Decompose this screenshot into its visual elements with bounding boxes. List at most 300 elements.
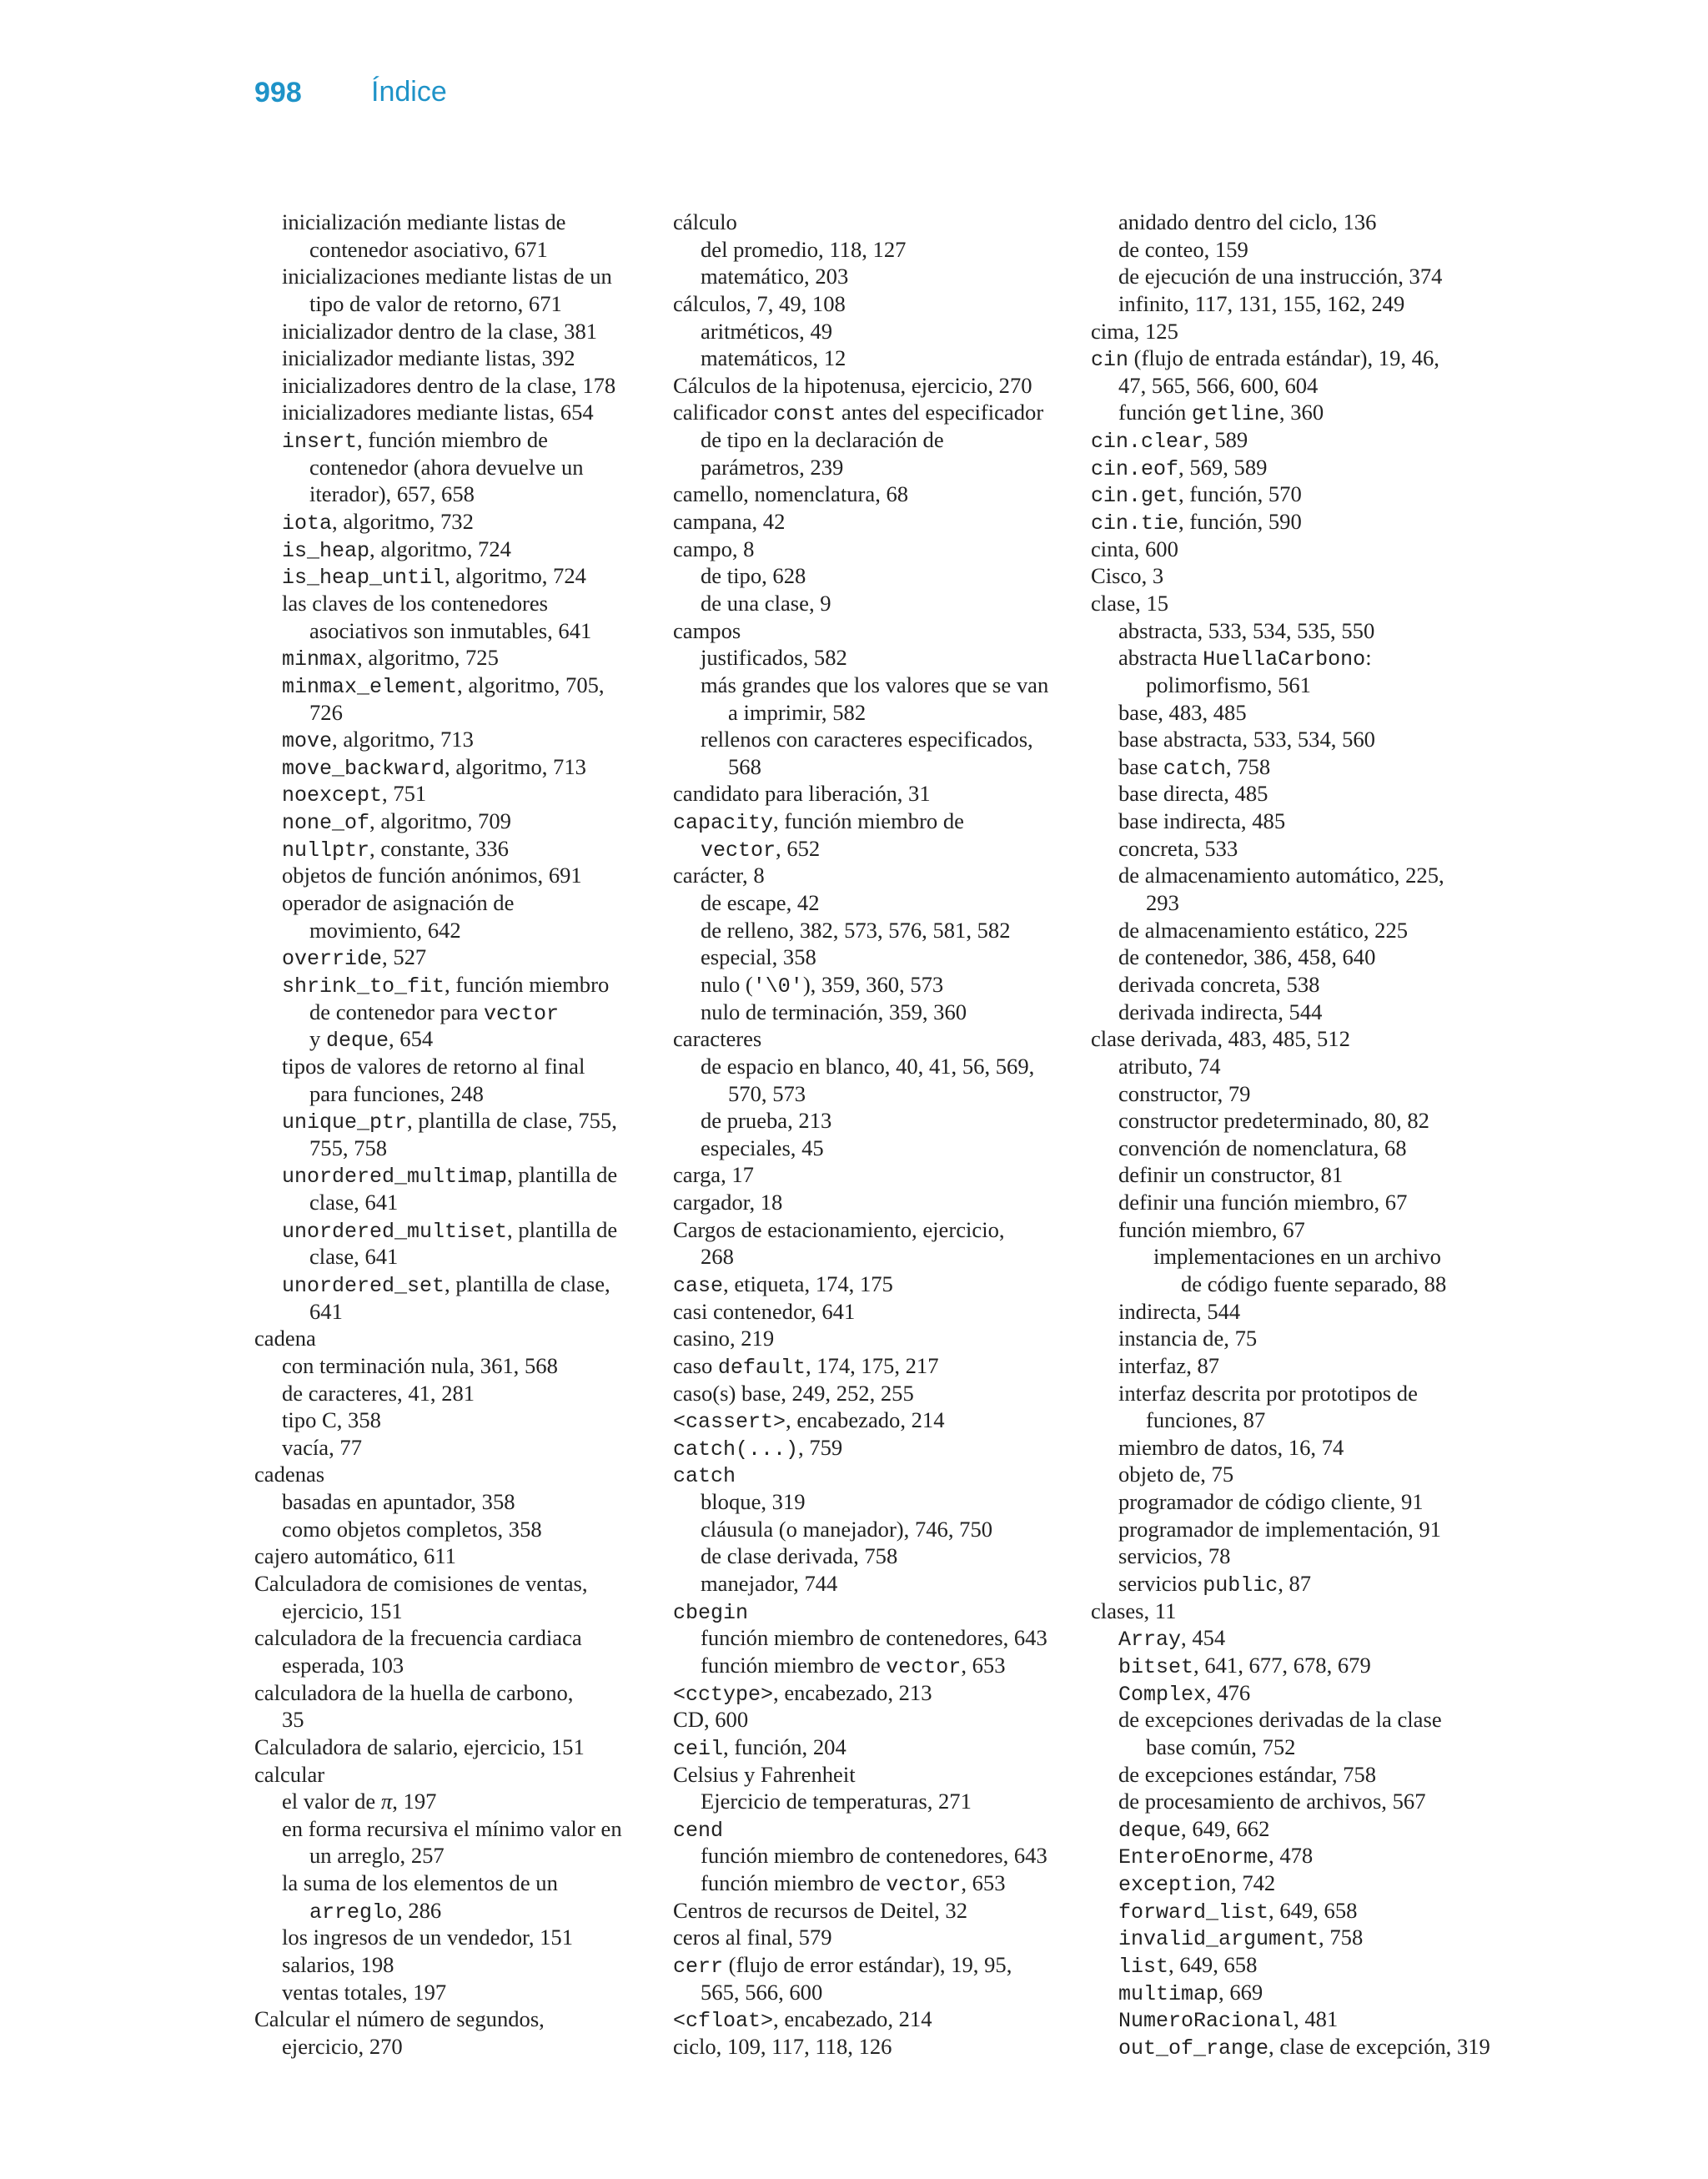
index-main-entry [1091,562,1491,590]
index-sub-entry [254,263,646,290]
entry-text: con terminación nula, 361, 568 [282,1352,558,1378]
entry-text: de tipo en la declaración de [701,427,944,453]
index-sub-entry [254,536,646,563]
index-sub-entry [254,1080,646,1108]
entry-text: , 454 [1181,1625,1226,1651]
entry-text: función miembro de contenedores, 643 [701,1625,1047,1651]
code-term: cin.get [1091,484,1179,509]
index-sub-entry [673,454,1065,481]
index-sub-entry [1091,1161,1491,1189]
entry-text: funciones, 87 [1146,1407,1266,1433]
entry-text: infinito, 117, 131, 155, 162, 249 [1118,290,1405,316]
index-sub-entry [254,1025,646,1053]
entry-text: Cálculos de la hipotenusa, ejercicio, 270 [673,372,1032,398]
entry-text: casi contenedor, 641 [673,1298,856,1324]
index-sub-entry [254,1434,646,1462]
entry-text: base, 483, 485 [1118,699,1247,725]
entry-text: , 197 [392,1789,437,1814]
index-main-entry [1091,1025,1491,1053]
index-main-entry [1091,426,1491,454]
entry-text: carácter, 8 [673,863,765,888]
index-sub-entry [673,1624,1065,1652]
entry-text: , 742 [1231,1870,1276,1896]
index-sub-entry [1091,1488,1491,1516]
code-term: const [773,402,836,427]
entry-text: base abstracta, 533, 534, 560 [1118,727,1375,752]
index-sub-entry [1091,1951,1491,1979]
entry-text: 47, 565, 566, 600, 604 [1118,372,1319,398]
entry-text: caracteres [673,1026,762,1052]
entry-text: de relleno, 382, 573, 576, 581, 582 [701,917,1011,943]
index-sub-entry [254,944,646,971]
entry-text: , 641, 677, 678, 679 [1193,1652,1371,1678]
code-term: <cctype> [673,1682,774,1707]
entry-text: , 652 [776,835,821,861]
index-sub-entry [254,1135,646,1162]
entry-text: cajero automático, 611 [254,1543,456,1569]
entry-text: abstracta [1118,645,1203,671]
entry-text: , plantilla de [507,1216,618,1242]
entry-text: miembro de datos, 16, 74 [1118,1434,1344,1460]
index-sub-entry [254,318,646,345]
index-sub-entry [254,2033,646,2061]
entry-text: , encabezado, 214 [786,1407,945,1433]
entry-text: Calculadora de comisiones de ventas, [254,1571,588,1597]
code-term: <cassert> [673,1410,786,1435]
index-sub-entry [673,835,1065,863]
code-term: list [1118,1955,1169,1979]
entry-text: , 649, 662 [1181,1815,1270,1841]
entry-text: el valor de [282,1789,381,1814]
entry-text: antes del especificador [836,400,1044,425]
entry-text: de ejecución de una instrucción, 374 [1118,264,1443,289]
index-sub-entry [1091,862,1491,889]
index-sub-entry [1091,372,1491,400]
entry-text: de espacio en blanco, 40, 41, 56, 569, [701,1053,1035,1079]
index-main-entry [673,1025,1065,1053]
index-column-1 [254,209,646,2061]
entry-text: justificados, 582 [701,645,847,671]
entry-text: salarios, 198 [282,1952,394,1977]
entry-text: instancia de, 75 [1118,1326,1258,1351]
entry-text: cláusula (o manejador), 746, 750 [701,1516,993,1542]
index-sub-entry [254,1706,646,1734]
index-main-entry [673,1298,1065,1326]
entry-text: de almacenamiento estático, 225 [1118,917,1409,943]
code-term: noexcept [282,783,383,808]
entry-text: 570, 573 [728,1080,806,1106]
entry-text: , plantilla de clase, 755, [407,1108,617,1134]
entry-text: , encabezado, 213 [773,1679,932,1705]
index-sub-entry [673,590,1065,617]
code-term: '\0' [752,974,803,999]
entry-text: inicializadores mediante listas, 654 [282,400,594,425]
entry-text: clase derivada, 483, 485, 512 [1091,1026,1350,1052]
entry-text: de excepciones estándar, 758 [1118,1761,1377,1787]
index-main-entry [673,1271,1065,1298]
index-sub-entry [673,1488,1065,1516]
index-sub-entry [673,753,1065,781]
entry-text: , plantilla de clase, [445,1271,610,1296]
code-term: unordered_multimap [282,1165,508,1190]
entry-text: cálculo [673,209,737,234]
index-sub-entry [673,426,1065,454]
entry-text: Cisco, 3 [1091,563,1164,589]
entry-text: nulo ( [701,971,753,997]
entry-text: , 589 [1203,427,1248,453]
entry-text: implementaciones en un archivo [1153,1244,1441,1270]
index-sub-entry [673,644,1065,672]
entry-text: atributo, 74 [1118,1053,1221,1079]
entry-text: 755, 758 [309,1135,388,1160]
index-sub-entry [1091,236,1491,264]
index-sub-entry [673,1652,1065,1679]
entry-text: de caracteres, 41, 281 [282,1380,475,1406]
entry-text: , función miembro [445,971,610,997]
entry-text: 726 [309,699,343,725]
index-sub-entry [254,590,646,617]
entry-text: Centros de recursos de Deitel, 32 [673,1897,968,1923]
index-main-entry [673,1461,1065,1488]
entry-text: , algoritmo, 713 [332,727,474,752]
index-sub-entry [1091,971,1491,999]
index-main-entry [254,1734,646,1761]
entry-text: , algoritmo, 709 [369,808,511,834]
index-main-entry [1091,318,1491,345]
index-main-entry [673,2033,1065,2061]
entry-text: la suma de los elementos de un [282,1870,558,1896]
index-sub-entry [1091,1107,1491,1135]
entry-text: constructor, 79 [1118,1080,1251,1106]
entry-text: ceros al final, 579 [673,1925,832,1950]
index-sub-entry [254,672,646,699]
entry-text: , 569, 589 [1178,454,1268,480]
entry-text: inicialización mediante listas de [282,209,566,234]
entry-text: ejercicio, 270 [282,2033,403,2059]
code-term: Complex [1118,1682,1207,1707]
code-term: HuellaCarbono [1203,647,1366,672]
index-sub-entry [1091,2033,1491,2061]
code-term: capacity [673,811,774,836]
index-main-entry [673,1951,1065,1979]
entry-text: del promedio, 118, 127 [701,236,907,262]
entry-text: , constante, 336 [369,835,509,861]
code-term: NumeroRacional [1118,2009,1294,2034]
entry-text: : [1365,645,1372,671]
entry-text: y [309,1026,326,1052]
index-sub-entry [1091,1434,1491,1462]
entry-text: definir una función miembro, 67 [1118,1190,1408,1215]
entry-text: abstracta, 533, 534, 535, 550 [1118,617,1375,643]
index-sub-entry [1091,780,1491,808]
index-sub-entry [673,1870,1065,1897]
index-main-entry [673,780,1065,808]
entry-text: tipo de valor de retorno, 671 [309,290,562,316]
index-sub-entry [254,617,646,645]
index-sub-entry [1091,644,1491,672]
entry-text: , etiqueta, 174, 175 [723,1271,893,1296]
index-main-entry [673,1352,1065,1380]
index-sub-entry [1091,290,1491,318]
index-sub-entry [254,1924,646,1951]
index-sub-entry [1091,726,1491,753]
entry-text: para funciones, 248 [309,1080,484,1106]
index-main-entry [673,862,1065,889]
entry-text: camello, nomenclatura, 68 [673,481,909,507]
entry-text: definir un constructor, 81 [1118,1162,1344,1188]
index-sub-entry [1091,1815,1491,1843]
code-term: cend [673,1818,724,1843]
index-sub-entry [254,1271,646,1298]
index-sub-entry [673,1516,1065,1543]
code-term: override [282,947,383,972]
index-sub-entry [673,1243,1065,1271]
entry-text: concreta, 533 [1118,835,1238,861]
code-term: deque [1118,1818,1182,1843]
index-main-entry [1091,508,1491,536]
index-sub-entry [1091,1788,1491,1815]
entry-text: , 654 [388,1026,434,1052]
code-term: none_of [282,811,370,836]
code-term: shrink_to_fit [282,974,445,999]
index-sub-entry [1091,1216,1491,1244]
index-sub-entry [254,862,646,889]
index-sub-entry [673,1979,1065,2006]
entry-text: carga, 17 [673,1162,754,1188]
code-term: bitset [1118,1654,1194,1679]
index-sub-entry [1091,1461,1491,1488]
index-sub-entry [673,889,1065,917]
code-term: vector [886,1873,962,1898]
entry-text: 641 [309,1298,343,1324]
index-column-3 [1091,209,1491,2061]
entry-text: de contenedor para [309,999,484,1024]
index-sub-entry [1091,1135,1491,1162]
code-term: getline [1191,402,1279,427]
index-sub-entry [254,426,646,454]
entry-text: indirecta, 544 [1118,1298,1241,1324]
index-sub-entry [1091,808,1491,835]
index-sub-entry [673,726,1065,753]
index-sub-entry [254,290,646,318]
index-sub-entry [1091,999,1491,1026]
entry-text: esperada, 103 [282,1652,404,1678]
entry-text: las claves de los contenedores [282,590,549,616]
code-term: is_heap [282,538,370,563]
index-sub-entry [254,209,646,236]
index-sub-entry [1091,1080,1491,1108]
index-main-entry [673,1815,1065,1843]
entry-text: , función, 590 [1178,509,1302,535]
index-sub-entry [1091,1053,1491,1080]
entry-text: , 649, 658 [1168,1952,1258,1977]
index-sub-entry [1091,1652,1491,1679]
index-main-entry [673,1761,1065,1789]
index-main-entry [1091,1598,1491,1625]
page-number: 998 [254,77,302,108]
code-term: arreglo [309,1900,398,1925]
index-sub-entry [254,1243,646,1271]
index-sub-entry [254,1951,646,1979]
index-sub-entry [1091,1325,1491,1352]
entry-text: , 478 [1268,1843,1314,1869]
entry-text: de código fuente separado, 88 [1181,1271,1447,1296]
entry-text: (flujo de entrada estándar), 19, 46, [1128,345,1439,371]
entry-text: , algoritmo, 725 [357,645,499,671]
entry-text: bloque, 319 [701,1489,806,1515]
entry-text: programador de implementación, 91 [1118,1516,1441,1542]
code-term: iota [282,511,333,536]
code-term: insert [282,430,358,455]
code-term: EnteroEnorme [1118,1845,1269,1870]
index-sub-entry [1091,1842,1491,1870]
index-sub-entry [673,1570,1065,1598]
entry-text: , encabezado, 214 [773,2006,932,2032]
index-sub-entry [1091,1407,1491,1434]
entry-text: matemático, 203 [701,264,849,289]
entry-text: un arreglo, 257 [309,1843,445,1869]
entry-text: casino, 219 [673,1326,775,1351]
entry-text: interfaz descrita por prototipos de [1118,1380,1418,1406]
entry-text: basadas en apuntador, 358 [282,1489,515,1515]
index-sub-entry [254,1652,646,1679]
index-sub-entry [673,999,1065,1026]
entry-text: , función, 570 [1178,481,1302,507]
entry-text: derivada concreta, 538 [1118,971,1320,997]
index-main-entry [673,481,1065,508]
entry-text: 35 [282,1707,304,1733]
entry-text: , algoritmo, 724 [369,536,511,561]
index-sub-entry [254,1407,646,1434]
entry-text: cálculos, 7, 49, 108 [673,290,846,316]
index-sub-entry [673,971,1065,999]
entry-text: ejercicio, 151 [282,1598,403,1623]
index-main-entry [673,1434,1065,1462]
code-term: <cfloat> [673,2009,774,2034]
entry-text: de contenedor, 386, 458, 640 [1118,944,1376,970]
index-main-entry [673,1598,1065,1625]
index-main-entry [673,1706,1065,1734]
entry-text: función miembro de [701,1870,887,1896]
entry-text: , función miembro de [773,808,964,834]
index-sub-entry [673,263,1065,290]
index-sub-entry [1091,1570,1491,1598]
index-main-entry [673,1380,1065,1407]
index-main-entry [673,1407,1065,1434]
index-sub-entry [1091,1679,1491,1707]
index-main-entry [1091,590,1491,617]
index-sub-entry [254,1842,646,1870]
entry-text: servicios, 78 [1118,1543,1231,1569]
index-sub-entry [673,699,1065,727]
entry-text: inicializaciones mediante listas de un [282,264,612,289]
entry-text: Cargos de estacionamiento, ejercicio, [673,1216,1005,1242]
code-term: invalid_argument [1118,1927,1319,1952]
index-main-entry [673,808,1065,835]
entry-text: inicializadores dentro de la clase, 178 [282,372,616,398]
index-sub-entry [1091,1706,1491,1734]
entry-text: , algoritmo, 713 [445,753,586,779]
index-sub-entry [1091,1271,1491,1298]
index-sub-entry [254,1598,646,1625]
index-sub-entry [254,454,646,481]
entry-text: función miembro de contenedores, 643 [701,1843,1047,1869]
index-sub-entry [1091,1979,1491,2006]
index-sub-entry [1091,1243,1491,1271]
entry-text: de clase derivada, 758 [701,1543,898,1569]
entry-text: cadena [254,1326,316,1351]
index-sub-entry [673,1135,1065,1162]
entry-text: calculadora de la frecuencia cardiaca [254,1625,582,1651]
index-main-entry [254,2005,646,2033]
code-term: exception [1118,1873,1232,1898]
code-term: default [717,1355,806,1380]
page-title: Índice [371,76,447,108]
index-sub-entry [254,999,646,1026]
entry-text: objeto de, 75 [1118,1462,1234,1487]
entry-text: iterador), 657, 658 [309,481,475,507]
index-sub-entry [254,236,646,264]
index-main-entry [673,2005,1065,2033]
code-term: move_backward [282,756,445,781]
index-main-entry [673,1734,1065,1761]
index-sub-entry [254,644,646,672]
entry-text: clase, 15 [1091,590,1169,616]
index-sub-entry [1091,1870,1491,1897]
entry-text: , 481 [1294,2006,1339,2032]
index-sub-entry [254,1298,646,1326]
entry-text: CD, 600 [673,1707,749,1733]
index-sub-entry [254,808,646,835]
entry-text: campo, 8 [673,536,755,561]
index-sub-entry [1091,1352,1491,1380]
index-sub-entry [673,1842,1065,1870]
entry-text: caso [673,1352,718,1378]
entry-text: , plantilla de [507,1162,618,1188]
entry-text: a imprimir, 582 [728,699,867,725]
code-term: public [1203,1573,1278,1598]
code-term: multimap [1118,1981,1219,2006]
entry-text: , 669 [1218,1979,1263,2005]
entry-text: , 751 [382,781,427,807]
index-sub-entry [254,889,646,917]
entry-text: programador de código cliente, 91 [1118,1489,1424,1515]
entry-text: objetos de función anónimos, 691 [282,863,582,888]
entry-text: aritméticos, 49 [701,318,833,344]
entry-text: , clase de excepción, 319 [1268,2033,1490,2059]
code-term: cin.eof [1091,456,1179,481]
entry-text: especial, 358 [701,944,816,970]
code-term: catch [673,1464,736,1489]
entry-text: π [380,1789,393,1814]
entry-text: campana, 42 [673,509,786,535]
entry-text: base directa, 485 [1118,781,1268,807]
entry-text: asociativos son inmutables, 641 [309,617,592,643]
code-term: case [673,1273,724,1298]
entry-text: , 476 [1206,1679,1251,1705]
index-sub-entry [254,1053,646,1080]
entry-text: , 87 [1278,1571,1312,1597]
entry-text: , 360 [1278,400,1324,425]
index-sub-entry [673,944,1065,971]
index-sub-entry [673,1107,1065,1135]
index-main-entry [254,1325,646,1352]
entry-text: de procesamiento de archivos, 567 [1118,1789,1426,1814]
code-term: cin.tie [1091,511,1179,536]
index-sub-entry [254,1488,646,1516]
entry-text: base común, 752 [1146,1734,1296,1759]
index-main-entry [254,1624,646,1652]
